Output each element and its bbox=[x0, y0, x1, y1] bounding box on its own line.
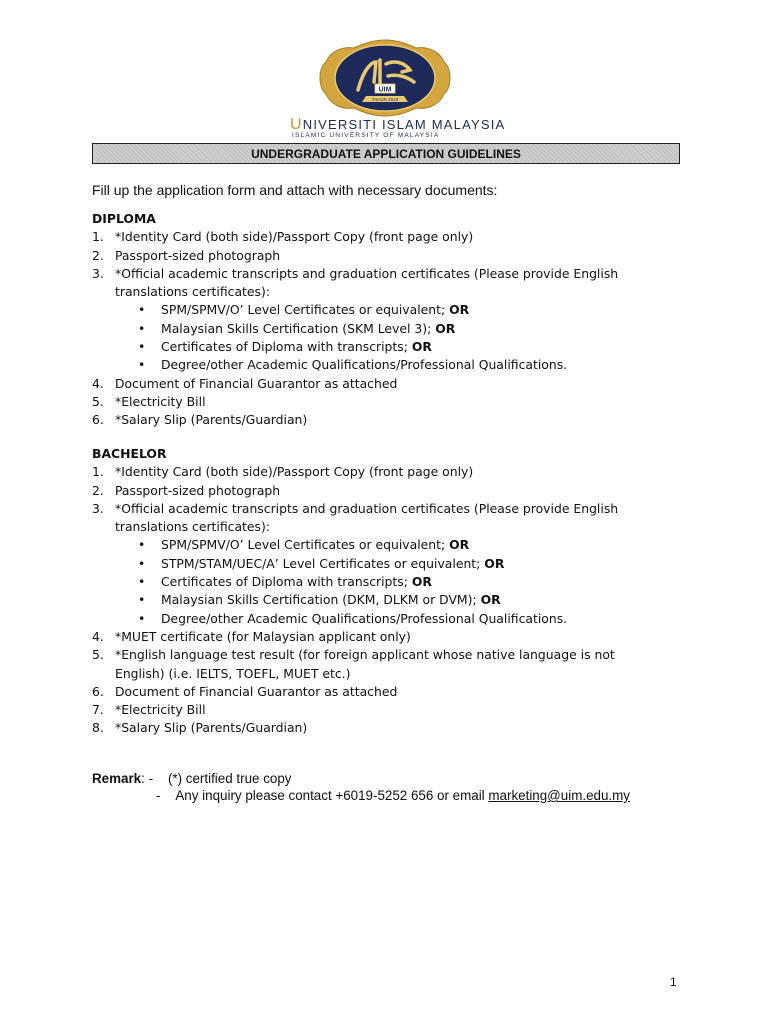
university-subtitle: ISLAMIC UNIVERSITY OF MALAYSIA bbox=[292, 132, 440, 139]
item-text: *English language test result (for foreign applicant whose native language is not bbox=[115, 647, 615, 663]
bullet-icon: • bbox=[138, 555, 146, 571]
bullet-icon: • bbox=[138, 592, 146, 608]
or-label: OR bbox=[435, 320, 456, 336]
item-number: 1. bbox=[92, 464, 104, 480]
bullet-text: STPM/STAM/UEC/A’ Level Certificates or equivalent; bbox=[161, 555, 485, 571]
bullet-item bbox=[92, 356, 692, 374]
bullet-item bbox=[92, 536, 692, 554]
logo-year-text: TAHUN 2018 bbox=[371, 97, 399, 102]
item-number: 3. bbox=[92, 500, 104, 516]
list-item bbox=[92, 701, 692, 719]
section-title: BACHELOR bbox=[92, 446, 167, 461]
list-item bbox=[92, 463, 692, 481]
bullet-text: Malaysian Skills Certification (DKM, DLKM or DVM); bbox=[161, 592, 481, 608]
section-title: DIPLOMA bbox=[92, 211, 156, 226]
list-item bbox=[92, 683, 692, 701]
item-text: Document of Financial Guarantor as attached bbox=[115, 683, 398, 699]
university-logo-block bbox=[0, 38, 770, 138]
bullet-text: Certificates of Diploma with transcripts; bbox=[161, 339, 412, 355]
remark-label: Remark bbox=[92, 771, 142, 786]
diploma-section bbox=[92, 210, 692, 430]
remark-dash: - bbox=[156, 788, 161, 803]
or-label: OR bbox=[480, 592, 501, 608]
bullet-text: SPM/SPMV/O’ Level Certificates or equivalent; bbox=[161, 302, 450, 318]
item-text: *Official academic transcripts and graduation certificates (Please provide English bbox=[115, 265, 619, 281]
bullet-text: Certificates of Diploma with transcripts; bbox=[161, 574, 412, 590]
item-continuation: translations certificates): bbox=[115, 284, 271, 300]
bullet-item bbox=[92, 573, 692, 591]
list-item bbox=[92, 500, 692, 518]
list-item bbox=[92, 411, 692, 429]
bullet-icon: • bbox=[138, 302, 146, 318]
bullet-icon: • bbox=[138, 320, 146, 336]
item-text: Document of Financial Guarantor as attached bbox=[115, 375, 398, 391]
remark-block bbox=[92, 770, 630, 804]
bullet-item bbox=[92, 555, 692, 573]
page-number: 1 bbox=[670, 975, 677, 989]
item-continuation: English) (i.e. IELTS, TOEFL, MUET etc.) bbox=[115, 665, 351, 681]
item-number: 4. bbox=[92, 628, 104, 644]
bullet-text: Degree/other Academic Qualifications/Professional Qualifications. bbox=[161, 357, 568, 373]
bullet-icon: • bbox=[138, 537, 146, 553]
email-link[interactable]: marketing@uim.edu.my bbox=[488, 788, 630, 803]
item-number: 6. bbox=[92, 683, 104, 699]
item-text: *Salary Slip (Parents/Guardian) bbox=[115, 412, 308, 428]
item-number: 6. bbox=[92, 412, 104, 428]
or-label: OR bbox=[449, 302, 470, 318]
item-number: 7. bbox=[92, 702, 104, 718]
item-text: *Electricity Bill bbox=[115, 393, 206, 409]
list-item bbox=[92, 265, 692, 283]
or-label: OR bbox=[484, 555, 505, 571]
bullet-item bbox=[92, 610, 692, 628]
item-number: 5. bbox=[92, 393, 104, 409]
bullet-item bbox=[92, 301, 692, 319]
list-item bbox=[92, 719, 692, 737]
list-item bbox=[92, 482, 692, 500]
bachelor-section bbox=[92, 445, 692, 738]
or-label: OR bbox=[411, 574, 432, 590]
intro-text: Fill up the application form and attach with necessary documents: bbox=[92, 182, 498, 198]
bullet-text: Malaysian Skills Certification (SKM Level 3); bbox=[161, 320, 436, 336]
page-title: UNDERGRADUATE APPLICATION GUIDELINES bbox=[92, 143, 680, 164]
bullet-icon: • bbox=[138, 610, 146, 626]
bullet-icon: • bbox=[138, 574, 146, 590]
list-item bbox=[92, 393, 692, 411]
item-number: 3. bbox=[92, 265, 104, 281]
or-label: OR bbox=[411, 339, 432, 355]
logo-badge-text: UIM bbox=[378, 86, 392, 94]
item-text: *Salary Slip (Parents/Guardian) bbox=[115, 720, 308, 736]
item-text: *MUET certificate (for Malaysian applicant only) bbox=[115, 628, 411, 644]
list-item bbox=[92, 375, 692, 393]
list-item bbox=[92, 247, 692, 265]
university-crest-icon bbox=[318, 38, 452, 118]
list-item bbox=[92, 628, 692, 646]
bullet-item bbox=[92, 320, 692, 338]
bullet-icon: • bbox=[138, 357, 146, 373]
item-text: *Identity Card (both side)/Passport Copy (front page only) bbox=[115, 464, 474, 480]
item-number: 2. bbox=[92, 482, 104, 498]
item-number: 1. bbox=[92, 229, 104, 245]
item-text: *Identity Card (both side)/Passport Copy (front page only) bbox=[115, 229, 474, 245]
bullet-item bbox=[92, 591, 692, 609]
item-text: Passport-sized photograph bbox=[115, 247, 281, 263]
item-number: 5. bbox=[92, 647, 104, 663]
item-number: 8. bbox=[92, 720, 104, 736]
remark-separator: : - bbox=[141, 771, 154, 786]
item-number: 2. bbox=[92, 247, 104, 263]
or-label: OR bbox=[449, 537, 470, 553]
item-text: Passport-sized photograph bbox=[115, 482, 281, 498]
bullet-text: Degree/other Academic Qualifications/Professional Qualifications. bbox=[161, 610, 568, 626]
item-text: *Official academic transcripts and graduation certificates (Please provide English bbox=[115, 500, 619, 516]
item-continuation: translations certificates): bbox=[115, 519, 271, 535]
item-text: *Electricity Bill bbox=[115, 702, 206, 718]
list-item bbox=[92, 228, 692, 246]
remark-line-2: Any inquiry please contact +6019-5252 656 or email bbox=[175, 788, 489, 803]
bullet-item bbox=[92, 338, 692, 356]
list-item bbox=[92, 646, 692, 664]
bullet-text: SPM/SPMV/O’ Level Certificates or equivalent; bbox=[161, 537, 450, 553]
remark-line-1: (*) certified true copy bbox=[167, 771, 292, 786]
bullet-icon: • bbox=[138, 339, 146, 355]
item-number: 4. bbox=[92, 375, 104, 391]
university-name: UNIVERSITI ISLAM MALAYSIA bbox=[290, 116, 506, 133]
